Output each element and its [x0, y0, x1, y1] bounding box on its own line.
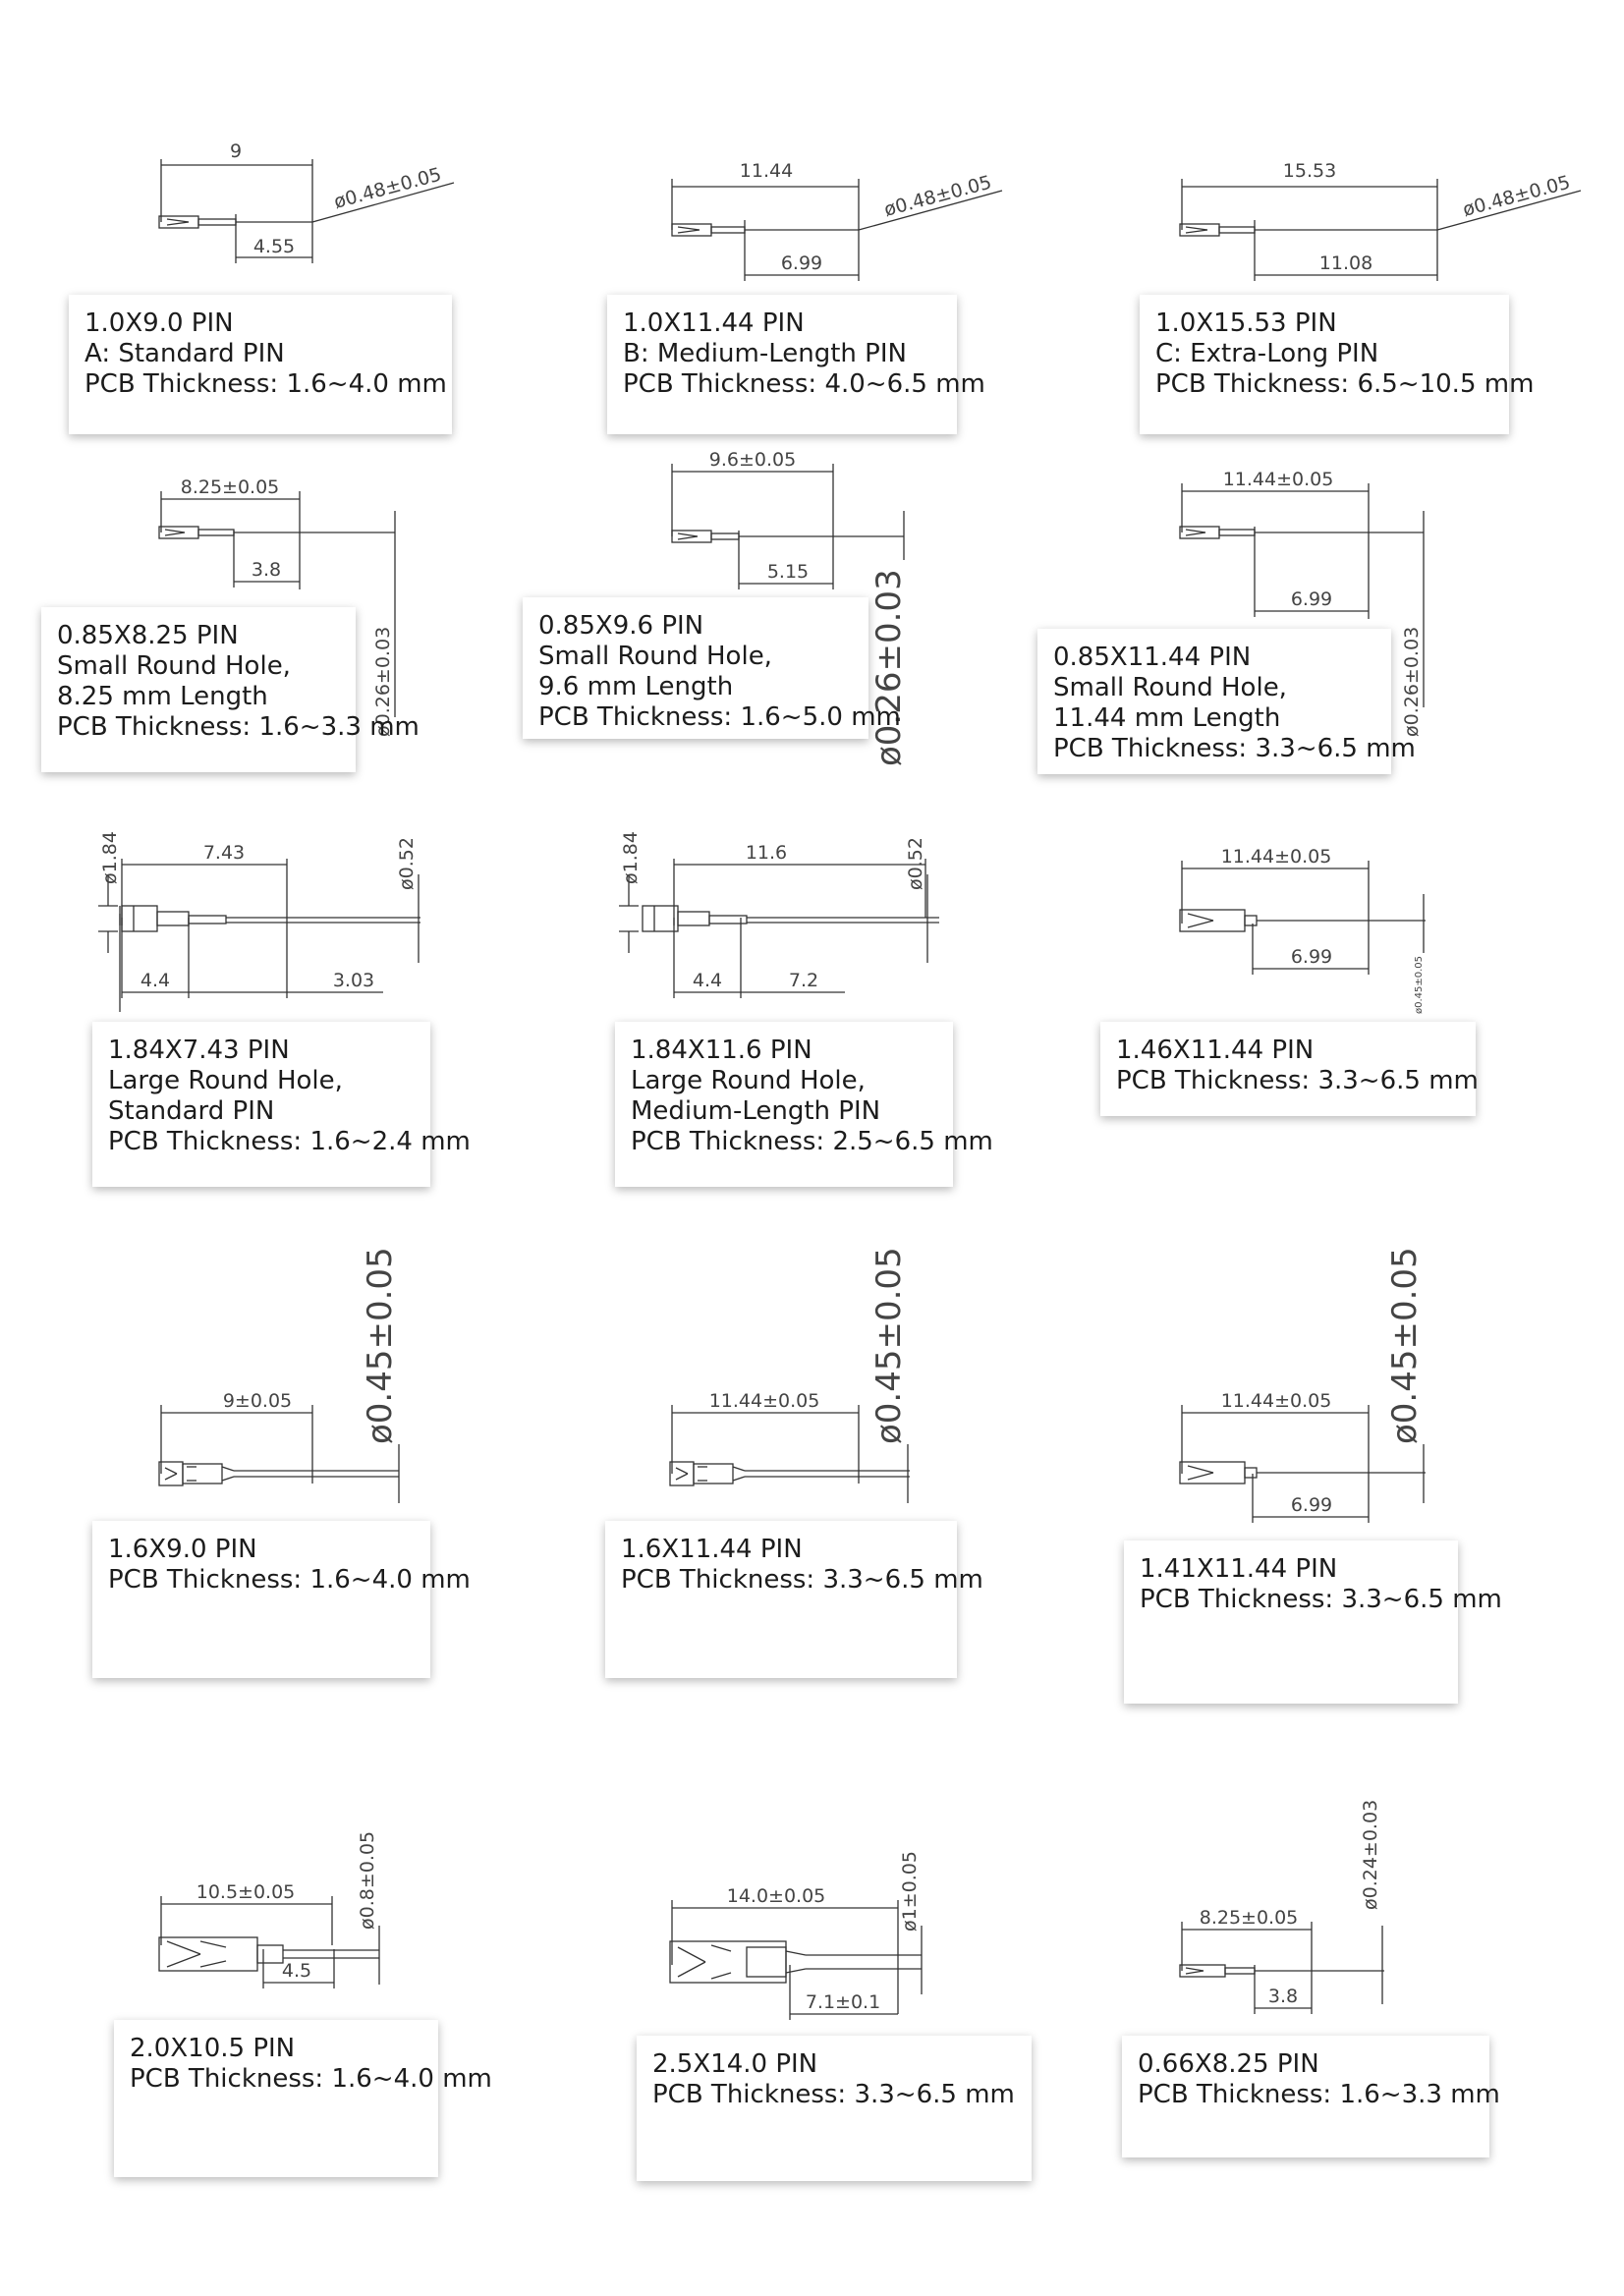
- pin-spec-line: 9.6 mm Length: [538, 672, 734, 701]
- dim-diameter: ø0.52: [396, 837, 418, 890]
- pin-spec-line: 11.44 mm Length: [1053, 703, 1281, 733]
- dim-diameter: ø0.26±0.03: [1401, 626, 1423, 737]
- pin-drawing-3: [1174, 157, 1596, 285]
- pin-drawing-9: [1174, 845, 1439, 1022]
- dim-diameter: ø0.48±0.05: [331, 163, 444, 213]
- pin-spec-card: [637, 2036, 1032, 2181]
- pin-spec-line: Large Round Hole,: [108, 1066, 343, 1095]
- pin-spec-card: [92, 1521, 471, 1678]
- pin-title: 1.0X9.0 PIN: [84, 308, 234, 338]
- dim-tail: 6.99: [1290, 588, 1333, 610]
- dim-overall: 11.44±0.05: [708, 1390, 820, 1412]
- pin-title: 0.85X8.25 PIN: [57, 621, 239, 650]
- pin-spec-card: [1122, 2036, 1500, 2157]
- pin-title: 1.46X11.44 PIN: [1116, 1036, 1315, 1065]
- pin-title: 1.0X11.44 PIN: [623, 308, 805, 338]
- dim-diameter: ø0.26±0.03: [869, 569, 909, 766]
- pin-drawing-11: [668, 1247, 933, 1513]
- pin-drawing-12: [1174, 1247, 1439, 1533]
- pin-spec-line: Medium-Length PIN: [631, 1096, 881, 1126]
- pin-title: 0.66X8.25 PIN: [1138, 2049, 1319, 2079]
- dim-diameter: ø0.26±0.03: [372, 626, 394, 737]
- pin-spec-line: PCB Thickness: 1.6~4.0 mm: [130, 2064, 492, 2094]
- dim-tail: 11.08: [1318, 252, 1373, 274]
- dim-diameter: ø0.45±0.05: [869, 1247, 909, 1444]
- dim-overall: 8.25±0.05: [1199, 1907, 1299, 1929]
- pin-spec-line: PCB Thickness: 1.6~4.0 mm: [108, 1565, 471, 1595]
- pin-spec-line: Small Round Hole,: [538, 642, 772, 671]
- pin-drawing-13: [147, 1827, 413, 2024]
- dim-overall: 15.53: [1282, 160, 1337, 182]
- pin-drawing-8: [619, 815, 963, 1012]
- dim-overall: 9±0.05: [222, 1390, 293, 1412]
- pin-drawing-2: [668, 157, 1022, 285]
- pin-title: 1.84X11.6 PIN: [631, 1036, 812, 1065]
- pin-spec-line: PCB Thickness: 3.3~6.5 mm: [1140, 1585, 1502, 1614]
- dim-diameter: ø0.48±0.05: [1460, 171, 1573, 221]
- dim-head-length: 4.4: [140, 970, 171, 991]
- dim-tail: 6.99: [1290, 1494, 1333, 1516]
- pin-title: 1.84X7.43 PIN: [108, 1036, 290, 1065]
- pin-spec-line: PCB Thickness: 1.6~5.0 mm: [538, 702, 901, 732]
- pin-spec-line: B: Medium-Length PIN: [623, 339, 907, 368]
- pin-spec-card: [607, 295, 985, 434]
- pin-drawing-10: [147, 1247, 413, 1513]
- pin-spec-line: PCB Thickness: 3.3~6.5 mm: [1116, 1066, 1479, 1095]
- dim-tail: 3.8: [251, 559, 282, 581]
- pin-drawing-1: [147, 138, 472, 275]
- dim-diameter: ø1±0.05: [899, 1851, 921, 1932]
- dim-overall: 7.43: [202, 842, 246, 864]
- dim-overall: 11.44±0.05: [1220, 1390, 1332, 1412]
- pin-spec-line: PCB Thickness: 1.6~3.3 mm: [57, 712, 420, 742]
- pin-title: 0.85X11.44 PIN: [1053, 643, 1252, 672]
- dim-head-length: 4.4: [692, 970, 723, 991]
- pin-spec-line: Small Round Hole,: [57, 651, 291, 681]
- pin-spec-card: [69, 295, 452, 434]
- dim-overall: 9: [229, 140, 243, 162]
- pin-spec-card: [605, 1521, 983, 1678]
- pin-spec-line: C: Extra-Long PIN: [1155, 339, 1379, 368]
- pin-spec-card: [615, 1022, 993, 1187]
- dim-head-diameter: ø1.84: [99, 831, 121, 884]
- dim-overall: 11.6: [745, 842, 788, 864]
- dim-overall: 8.25±0.05: [180, 476, 280, 498]
- dim-diameter: ø0.24±0.03: [1360, 1799, 1381, 1910]
- pin-spec-line: PCB Thickness: 1.6~2.4 mm: [108, 1127, 471, 1156]
- dim-overall: 9.6±0.05: [708, 449, 797, 471]
- dim-diameter: ø0.45±0.05: [361, 1247, 400, 1444]
- dim-tail: 7.2: [788, 970, 819, 991]
- pin-title: 2.0X10.5 PIN: [130, 2034, 296, 2063]
- pin-spec-line: Standard PIN: [108, 1096, 275, 1126]
- pin-spec-card: [1124, 1540, 1502, 1704]
- pin-title: 1.6X11.44 PIN: [621, 1535, 803, 1564]
- pin-spec-line: 8.25 mm Length: [57, 682, 268, 711]
- dim-tail: 5.15: [766, 561, 810, 583]
- dim-diameter: ø0.48±0.05: [881, 171, 994, 221]
- dim-tail: 6.99: [1290, 946, 1333, 968]
- dim-overall: 10.5±0.05: [196, 1881, 296, 1903]
- dim-head-diameter: ø1.84: [620, 831, 642, 884]
- dim-tail: 4.55: [252, 236, 296, 257]
- pin-spec-card: [1100, 1022, 1479, 1116]
- dim-overall: 11.44±0.05: [1222, 469, 1334, 490]
- pin-spec-line: PCB Thickness: 1.6~4.0 mm: [84, 369, 447, 399]
- dim-diameter: ø0.45±0.05: [1385, 1247, 1425, 1444]
- pin-spec-line: PCB Thickness: 2.5~6.5 mm: [631, 1127, 993, 1156]
- pin-spec-line: PCB Thickness: 3.3~6.5 mm: [621, 1565, 983, 1595]
- pin-title: 1.6X9.0 PIN: [108, 1535, 257, 1564]
- dim-diameter: ø0.52: [905, 837, 926, 890]
- dim-overall: 14.0±0.05: [726, 1885, 826, 1907]
- pin-spec-line: PCB Thickness: 1.6~3.3 mm: [1138, 2080, 1500, 2109]
- pin-spec-line: A: Standard PIN: [84, 339, 285, 368]
- dim-diameter: ø0.45±0.05: [1414, 955, 1425, 1014]
- dim-overall: 11.44: [739, 160, 794, 182]
- pin-title: 1.0X15.53 PIN: [1155, 308, 1337, 338]
- pin-drawing-7: [98, 815, 442, 1012]
- pin-spec-line: PCB Thickness: 3.3~6.5 mm: [652, 2080, 1015, 2109]
- pin-spec-line: PCB Thickness: 4.0~6.5 mm: [623, 369, 985, 399]
- pin-spec-card: [1140, 295, 1535, 434]
- pin-spec-line: PCB Thickness: 3.3~6.5 mm: [1053, 734, 1416, 763]
- dim-tail: 4.5: [281, 1960, 312, 1982]
- pin-spec-card: [114, 2020, 492, 2177]
- pin-drawing-14: [668, 1827, 943, 2044]
- pin-title: 0.85X9.6 PIN: [538, 611, 704, 641]
- pin-spec-line: PCB Thickness: 6.5~10.5 mm: [1155, 369, 1535, 399]
- dim-tail: 3.03: [332, 970, 375, 991]
- dim-tail: 3.8: [1267, 1986, 1299, 2007]
- pin-drawing-15: [1174, 1778, 1410, 2024]
- pin-title: 2.5X14.0 PIN: [652, 2049, 818, 2079]
- pin-spec-card: [92, 1022, 471, 1187]
- dim-diameter: ø0.8±0.05: [357, 1830, 378, 1930]
- pin-spec-line: Small Round Hole,: [1053, 673, 1287, 702]
- pin-title: 1.41X11.44 PIN: [1140, 1554, 1338, 1584]
- dim-tail: 6.99: [780, 252, 823, 274]
- pin-spec-line: Large Round Hole,: [631, 1066, 866, 1095]
- dim-overall: 11.44±0.05: [1220, 846, 1332, 868]
- dim-tail: 7.1±0.1: [805, 1991, 881, 2013]
